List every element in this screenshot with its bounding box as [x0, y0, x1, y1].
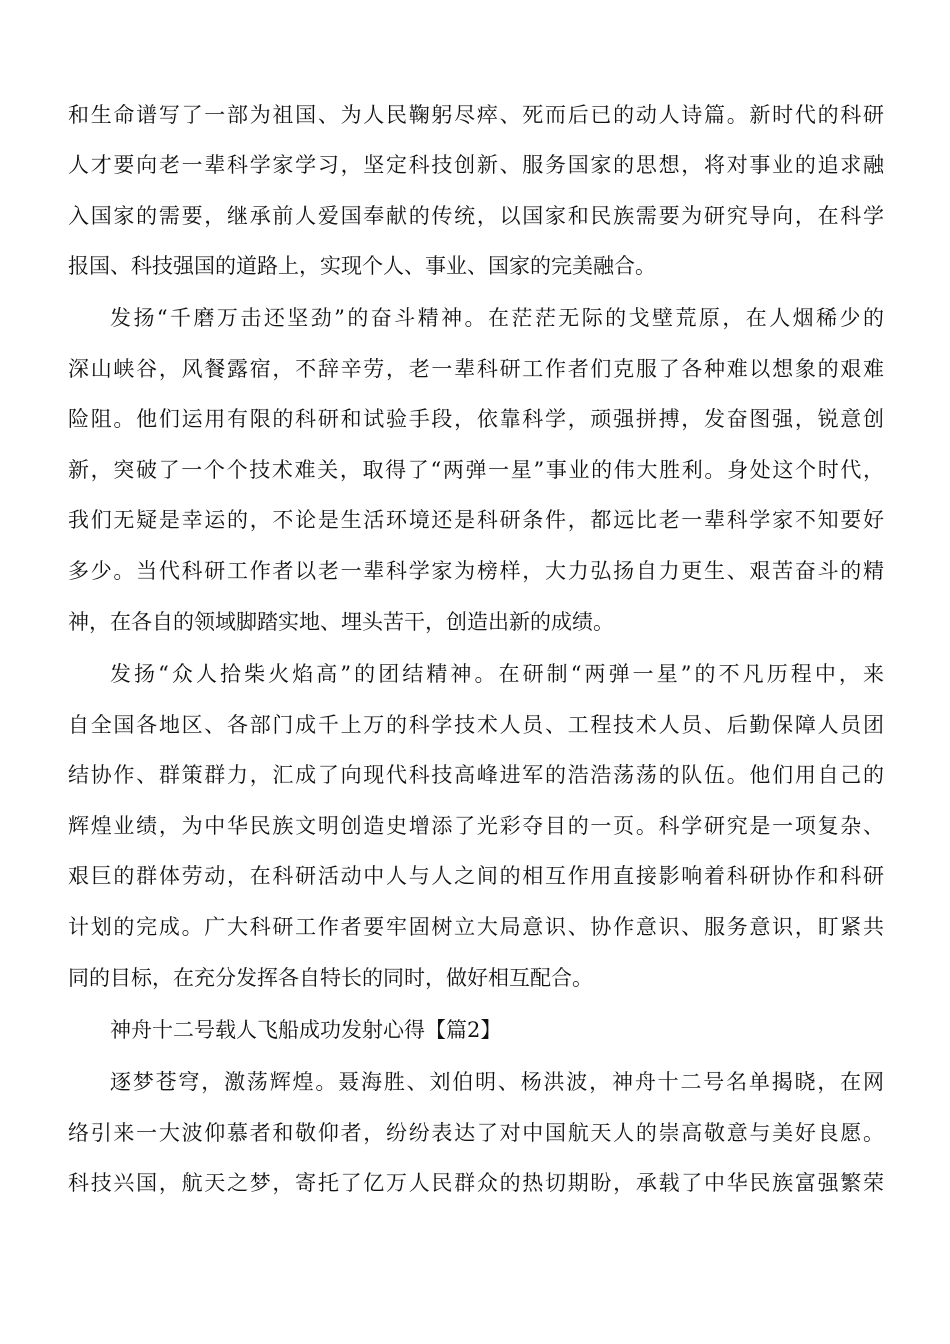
text-line-11: 神，在各自的领域脚踏实地、埋头苦干，创造出新的成绩。: [68, 610, 614, 634]
text-line-1: 和生命谱写了一部为祖国、为人民鞠躬尽瘁、死而后已的动人诗篇。新时代的科研: [68, 103, 884, 127]
section-heading: 神舟十二号载人飞船成功发射心得【篇2】: [110, 1018, 502, 1042]
text-line-4: 报国、科技强国的道路上，实现个人、事业、国家的完美融合。: [68, 254, 656, 278]
text-line-18: 同的目标，在充分发挥各自特长的同时，做好相互配合。: [68, 966, 593, 990]
text-line-16: 艰巨的群体劳动，在科研活动中人与人之间的相互作用直接影响着科研协作和科研: [68, 864, 884, 888]
text-line-21: 络引来一大波仰慕者和敬仰者，纷纷表达了对中国航天人的崇高敬意与美好良愿。: [68, 1121, 884, 1145]
text-line-7: 险阻。他们运用有限的科研和试验手段，依靠科学，顽强拼搏，发奋图强，锐意创: [68, 407, 884, 431]
text-line-5: 发扬“千磨万击还坚劲”的奋斗精神。在茫茫无际的戈壁荒原，在人烟稀少的: [110, 306, 884, 330]
text-line-10: 多少。当代科研工作者以老一辈科学家为榜样，大力弘扬自力更生、艰苦奋斗的精: [68, 559, 884, 583]
text-line-20: 逐梦苍穹，激荡辉煌。聂海胜、刘伯明、杨洪波，神舟十二号名单揭晓，在网: [110, 1070, 884, 1094]
text-line-9: 我们无疑是幸运的，不论是生活环境还是科研条件，都远比老一辈科学家不知要好: [68, 508, 884, 532]
text-line-6: 深山峡谷，风餐露宿，不辞辛劳，老一辈科研工作者们克服了各种难以想象的艰难: [68, 357, 884, 381]
text-line-3: 入国家的需要，继承前人爱国奉献的传统，以国家和民族需要为研究导向，在科学: [68, 204, 884, 228]
text-line-13: 自全国各地区、各部门成千上万的科学技术人员、工程技术人员、后勤保障人员团: [68, 713, 884, 737]
text-line-14: 结协作、群策群力，汇成了向现代科技高峰进军的浩浩荡荡的队伍。他们用自己的: [68, 763, 884, 787]
text-line-17: 计划的完成。广大科研工作者要牢固树立大局意识、协作意识、服务意识，盯紧共: [68, 915, 884, 939]
text-line-22: 科技兴国，航天之梦，寄托了亿万人民群众的热切期盼，承载了中华民族富强繁荣: [68, 1171, 884, 1195]
text-line-12: 发扬“众人拾柴火焰高”的团结精神。在研制“两弹一星”的不凡历程中，来: [110, 662, 884, 686]
text-line-2: 人才要向老一辈科学家学习，坚定科技创新、服务国家的思想，将对事业的追求融: [68, 153, 884, 177]
text-line-8: 新，突破了一个个技术难关，取得了“两弹一星”事业的伟大胜利。身处这个时代，: [68, 458, 884, 482]
text-line-15: 辉煌业绩，为中华民族文明创造史增添了光彩夺目的一页。科学研究是一项复杂、: [68, 814, 884, 838]
